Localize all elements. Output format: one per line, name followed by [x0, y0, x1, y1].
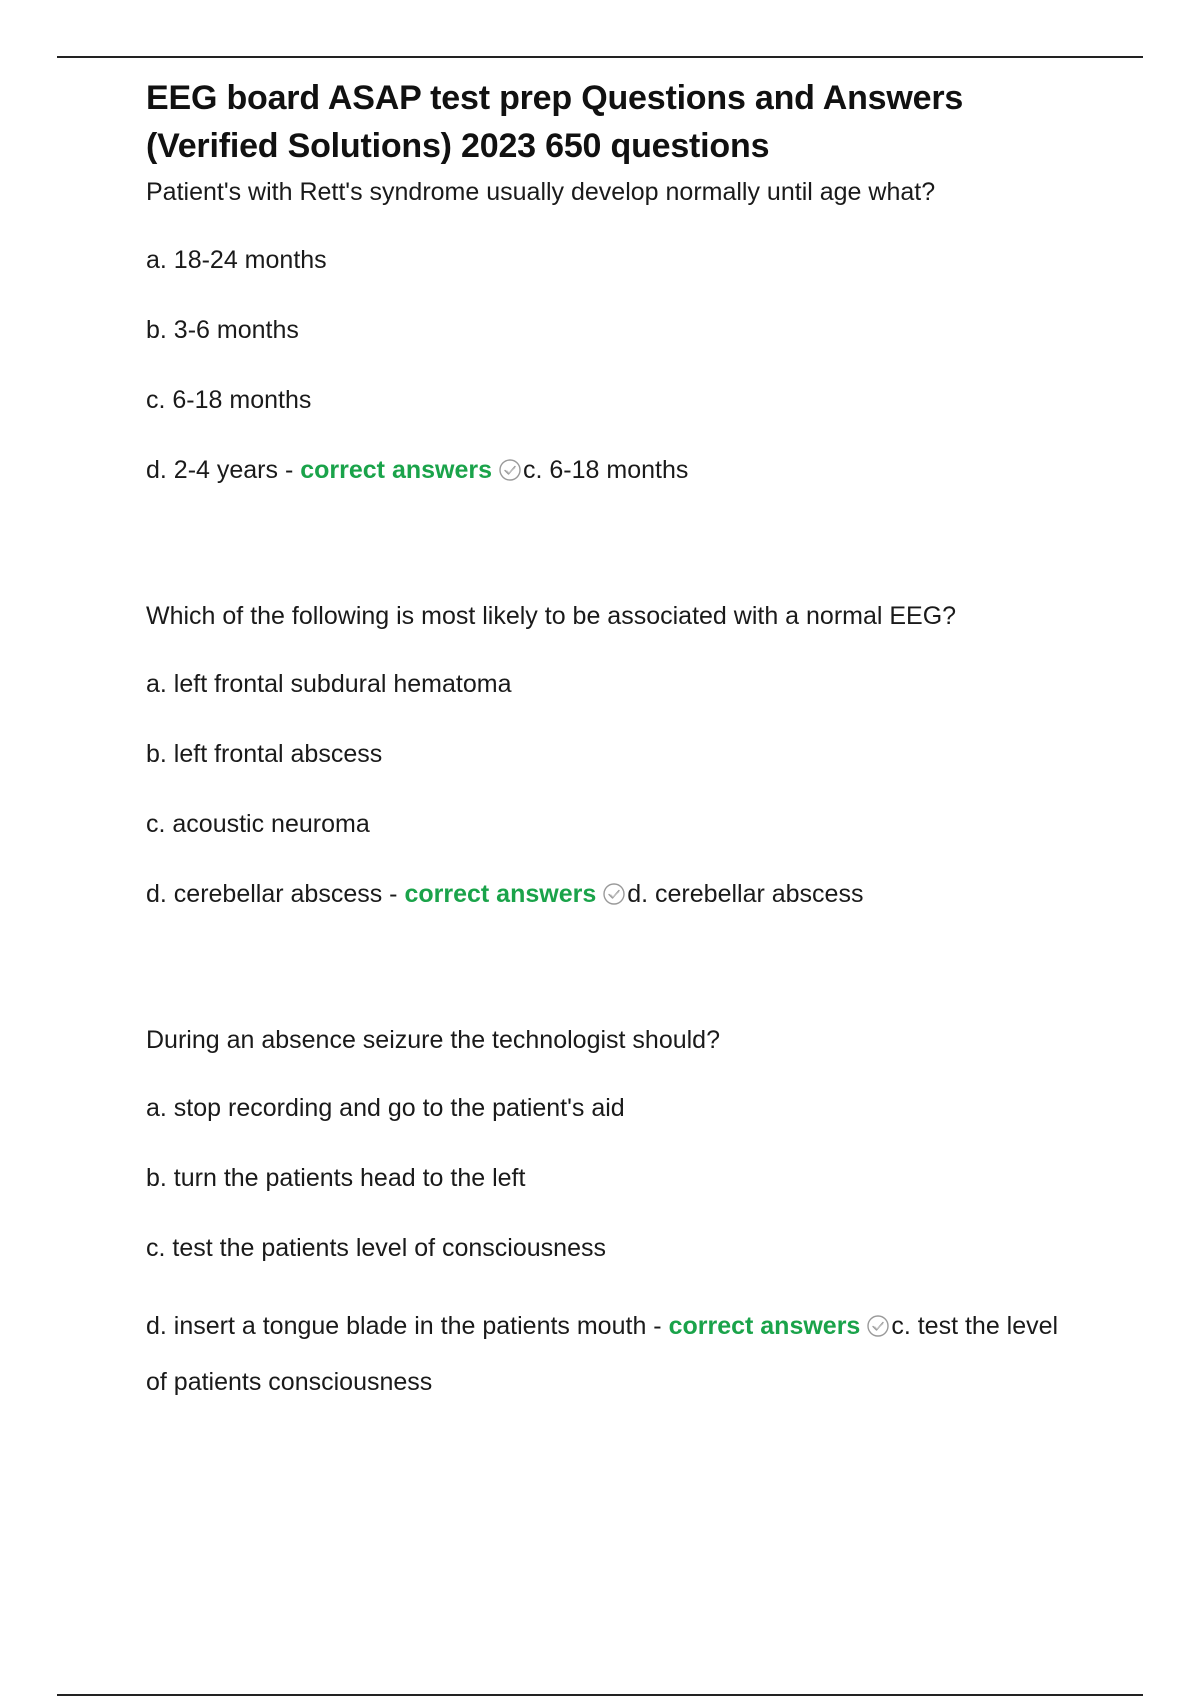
check-circle-icon — [866, 1302, 890, 1326]
option-d-with-answer — [146, 1298, 1066, 1410]
correct-answers-label: correct answers — [404, 880, 597, 908]
option-b: b. 3-6 months — [146, 316, 299, 344]
option-d-with-answer — [146, 450, 1066, 490]
option-c: c. 6-18 months — [146, 386, 312, 414]
question-block — [146, 170, 1066, 490]
question-text: During an absence seizure the technologist should? — [146, 1026, 720, 1054]
question-text: Which of the following is most likely to be associated with a normal EEG? — [146, 602, 957, 630]
question-text: Patient's with Rett's syndrome usually develop normally until age what? — [146, 178, 936, 206]
bottom-rule — [57, 1694, 1143, 1696]
document-body — [146, 74, 1066, 1410]
correct-answers-label: correct answers — [668, 1312, 861, 1340]
top-rule — [57, 56, 1143, 58]
option-d-with-answer — [146, 874, 1066, 914]
correct-answer-text: c. test the level of patients consciousness — [146, 1312, 1059, 1396]
check-circle-icon — [498, 454, 522, 478]
option-b: b. turn the patients head to the left — [146, 1164, 526, 1192]
option-d: d. cerebellar abscess - — [146, 880, 405, 908]
option-b: b. left frontal abscess — [146, 740, 383, 768]
option-a: a. 18-24 months — [146, 246, 327, 274]
question-block — [146, 594, 1066, 914]
correct-answer-text: d. cerebellar abscess — [627, 880, 864, 908]
correct-answers-label: correct answers — [300, 456, 493, 484]
option-c: c. acoustic neuroma — [146, 810, 370, 838]
question-block — [146, 1018, 1066, 1410]
option-a: a. stop recording and go to the patient's aid — [146, 1094, 625, 1122]
option-d: d. insert a tongue blade in the patients mouth - — [146, 1312, 669, 1340]
option-c: c. test the patients level of consciousness — [146, 1234, 606, 1262]
check-circle-icon — [602, 878, 626, 902]
document-title: EEG board ASAP test prep Questions and Answers (Verified Solutions) 2023 650 questions — [146, 79, 964, 165]
correct-answer-text: c. 6-18 months — [523, 456, 689, 484]
option-d: d. 2-4 years - — [146, 456, 301, 484]
option-a: a. left frontal subdural hematoma — [146, 670, 512, 698]
